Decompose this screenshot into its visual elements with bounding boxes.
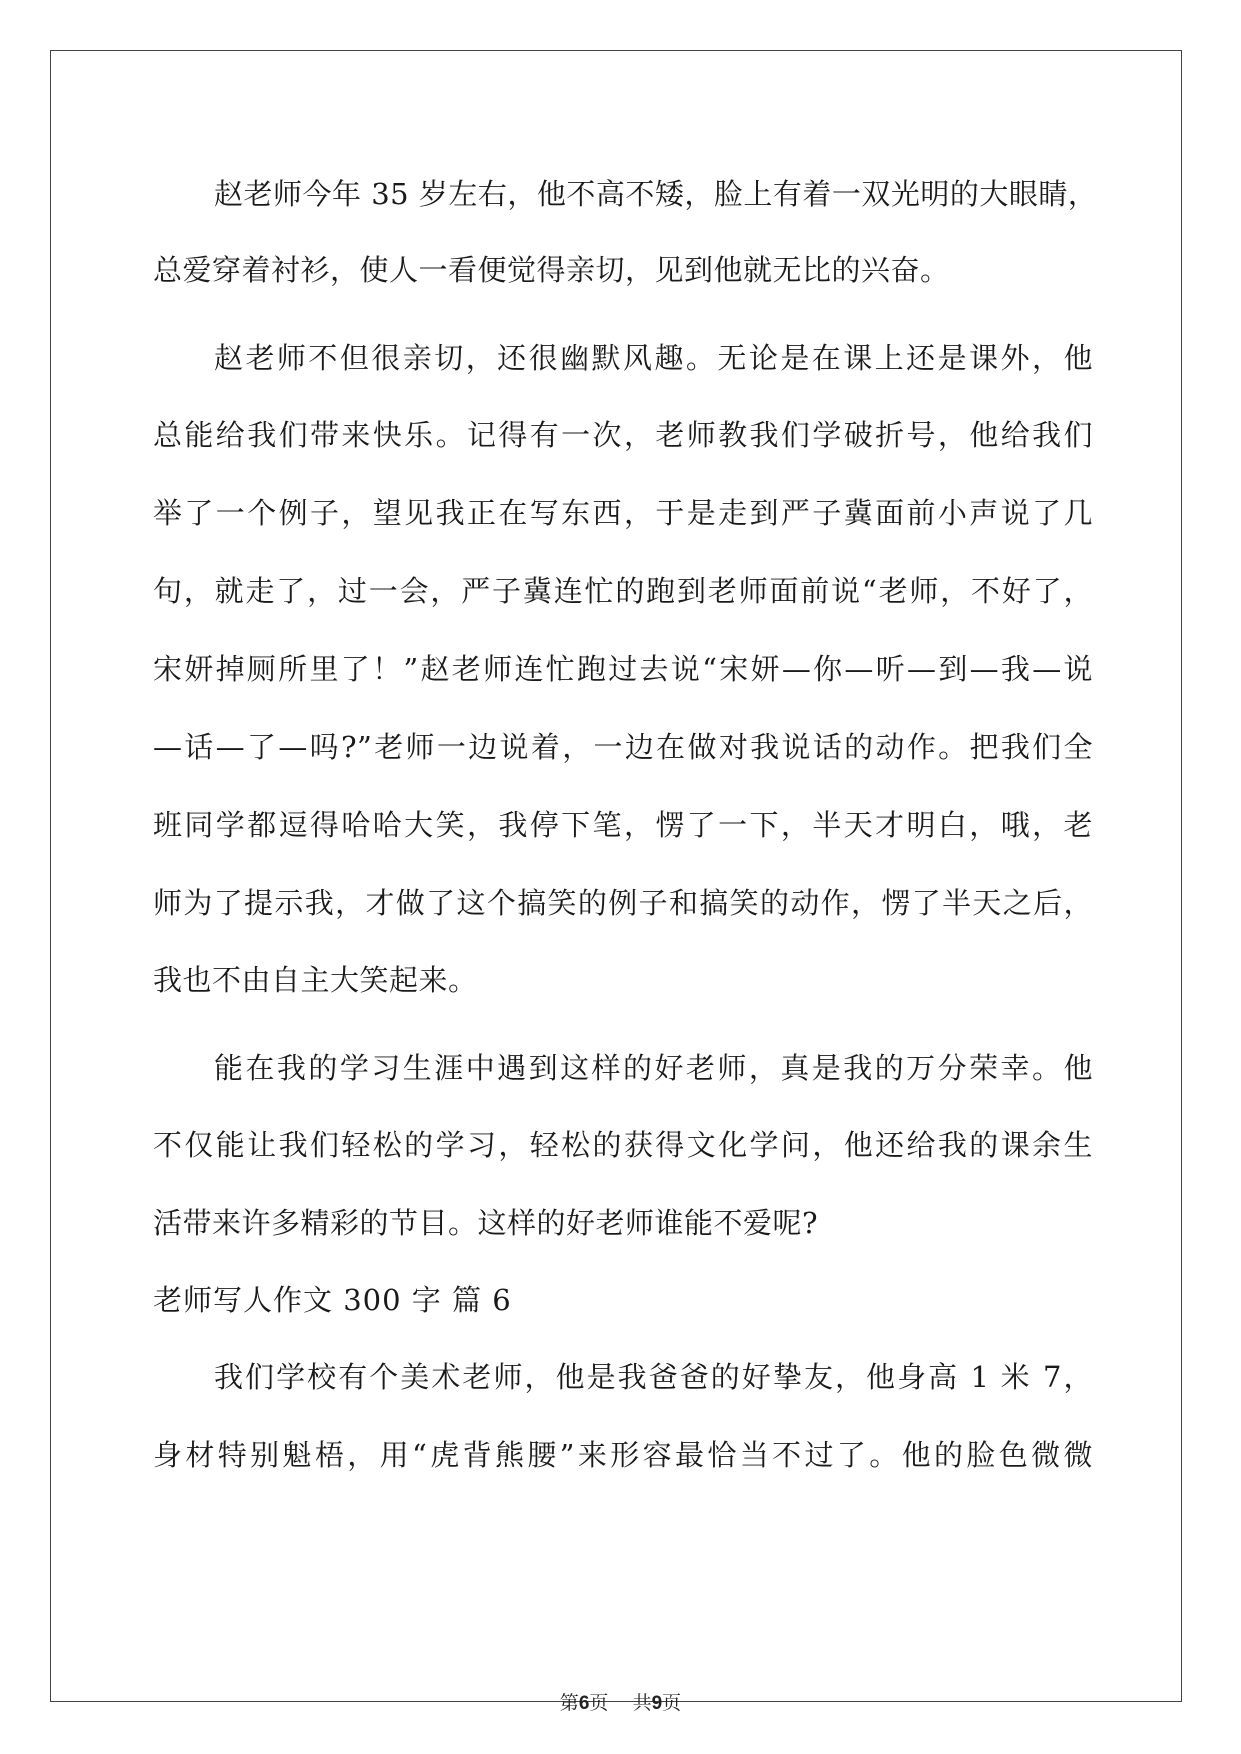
- paragraph-line: 赵老师今年 35 岁左右，他不高不矮，脸上有着一双光明的大眼睛，: [214, 177, 1098, 211]
- paragraph-line: 总爱穿着衬衫，使人一看便觉得亲切，见到他就无比的兴奋。: [153, 253, 950, 287]
- paragraph-line: 赵老师不但很亲切，还很幽默风趣。无论是在课上还是课外，他: [214, 341, 1093, 375]
- footer-page-suffix: 页: [589, 1692, 609, 1714]
- paragraph-line: 总能给我们带来快乐。记得有一次，老师教我们学破折号，他给我们: [153, 418, 1093, 452]
- paragraph-line: 身材特别魁梧，用“虎背熊腰”来形容最恰当不过了。他的脸色微微: [153, 1438, 1093, 1472]
- paragraph-line: 班同学都逗得哈哈大笑，我停下笔，愣了一下，半天才明白，哦，老: [153, 808, 1093, 842]
- paragraph-line: 师为了提示我，才做了这个搞笑的例子和搞笑的动作，愣了半天之后，: [153, 886, 1093, 920]
- footer-total-pages: 9: [651, 1693, 663, 1714]
- paragraph-line: —话—了—吗?”老师一边说着，一边在做对我说话的动作。把我们全: [153, 730, 1093, 764]
- paragraph-line: 句，就走了，过一会，严子冀连忙的跑到老师面前说“老师，不好了，: [153, 574, 1093, 608]
- paragraph-line: 我也不由自主大笑起来。: [153, 963, 478, 997]
- paragraph-line: 举了一个例子，望见我正在写东西，于是走到严子冀面前小声说了几: [153, 496, 1093, 530]
- footer-page-number: 6: [578, 1693, 590, 1714]
- paragraph-line: 我们学校有个美术老师，他是我爸爸的好挚友，他身高 1 米 7，: [214, 1360, 1093, 1394]
- paragraph-line: 不仅能让我们轻松的学习，轻松的获得文化学问，他还给我的课余生: [153, 1128, 1093, 1162]
- paragraph-line: 宋妍掉厕所里了！”赵老师连忙跑过去说“宋妍—你—听—到—我—说: [153, 652, 1093, 686]
- paragraph-line: 活带来许多精彩的节目。这样的好老师谁能不爱呢?: [153, 1206, 819, 1240]
- section-heading: 老师写人作文 300 字 篇 6: [153, 1283, 512, 1317]
- footer-total-suffix: 页: [662, 1692, 682, 1714]
- footer-prefix: 第: [559, 1692, 579, 1714]
- footer-total-prefix: 共: [632, 1692, 652, 1714]
- paragraph-line: 能在我的学习生涯中遇到这样的好老师，真是我的万分荣幸。他: [214, 1051, 1093, 1085]
- page-footer: [0, 1690, 1241, 1717]
